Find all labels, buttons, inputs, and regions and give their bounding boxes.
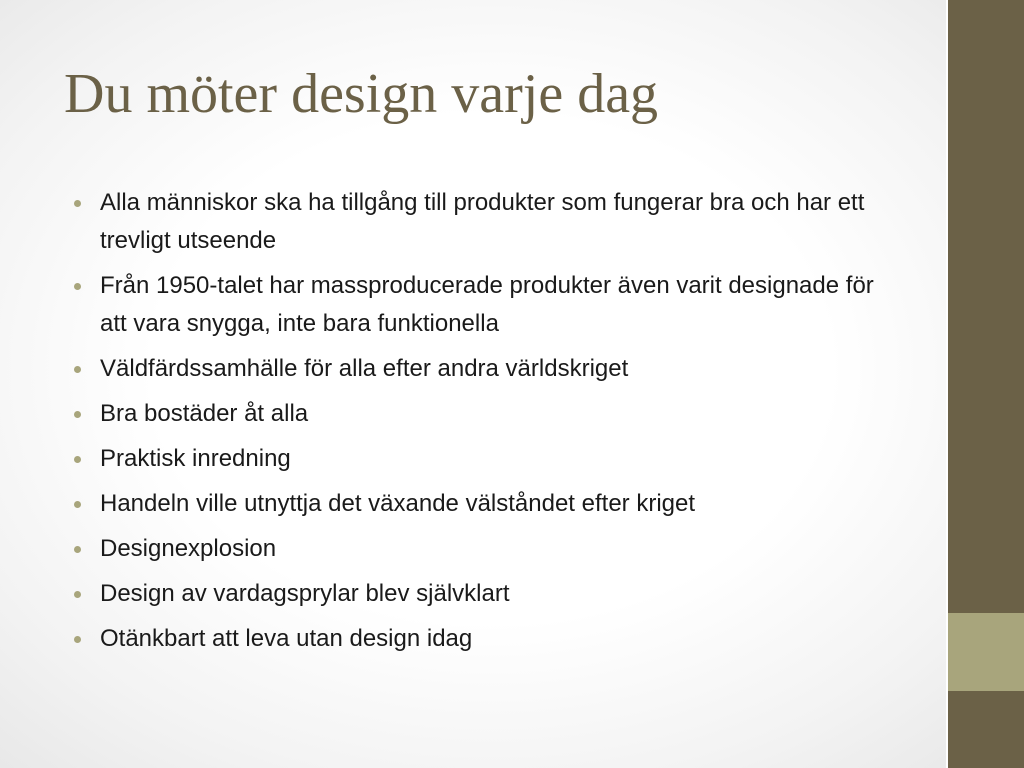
bullet-text: Väldfärdssamhälle för alla efter andra världskriget bbox=[100, 355, 629, 382]
bullet-text: Handeln ville utnyttja det växande välståndet efter kriget bbox=[100, 490, 696, 517]
bullet-marker bbox=[74, 366, 81, 373]
bullet-item bbox=[72, 440, 892, 478]
bullet-marker bbox=[74, 501, 81, 508]
slide-title: Du möter design varje dag bbox=[64, 63, 659, 125]
bullet-marker bbox=[74, 636, 81, 643]
bullet-text: Design av vardagsprylar blev självklart bbox=[100, 580, 510, 607]
bullet-text: Alla människor ska ha tillgång till produkter som fungerar bra och har ett trevligt utseende bbox=[100, 189, 865, 254]
bullet-item bbox=[72, 620, 892, 658]
bullet-marker bbox=[74, 411, 81, 418]
bullet-text: Otänkbart att leva utan design idag bbox=[100, 625, 473, 652]
bullet-item bbox=[72, 485, 892, 523]
bullet-marker bbox=[74, 456, 81, 463]
bullet-item bbox=[72, 395, 892, 433]
side-accent-block bbox=[948, 613, 1024, 691]
bullet-item bbox=[72, 184, 892, 260]
bullet-text: Designexplosion bbox=[100, 535, 277, 562]
bullet-list bbox=[72, 184, 892, 665]
bullet-text: Praktisk inredning bbox=[100, 445, 291, 472]
bullet-item bbox=[72, 575, 892, 613]
bullet-item bbox=[72, 530, 892, 568]
bullet-text: Från 1950-talet har massproducerade produkter även varit designade för att vara snygga, inte bara funktionella bbox=[100, 272, 874, 337]
bullet-item bbox=[72, 267, 892, 343]
bullet-text: Bra bostäder åt alla bbox=[100, 400, 309, 427]
bullet-item bbox=[72, 350, 892, 388]
bullet-marker bbox=[74, 200, 81, 207]
bullet-marker bbox=[74, 591, 81, 598]
bullet-marker bbox=[74, 283, 81, 290]
bullet-marker bbox=[74, 546, 81, 553]
